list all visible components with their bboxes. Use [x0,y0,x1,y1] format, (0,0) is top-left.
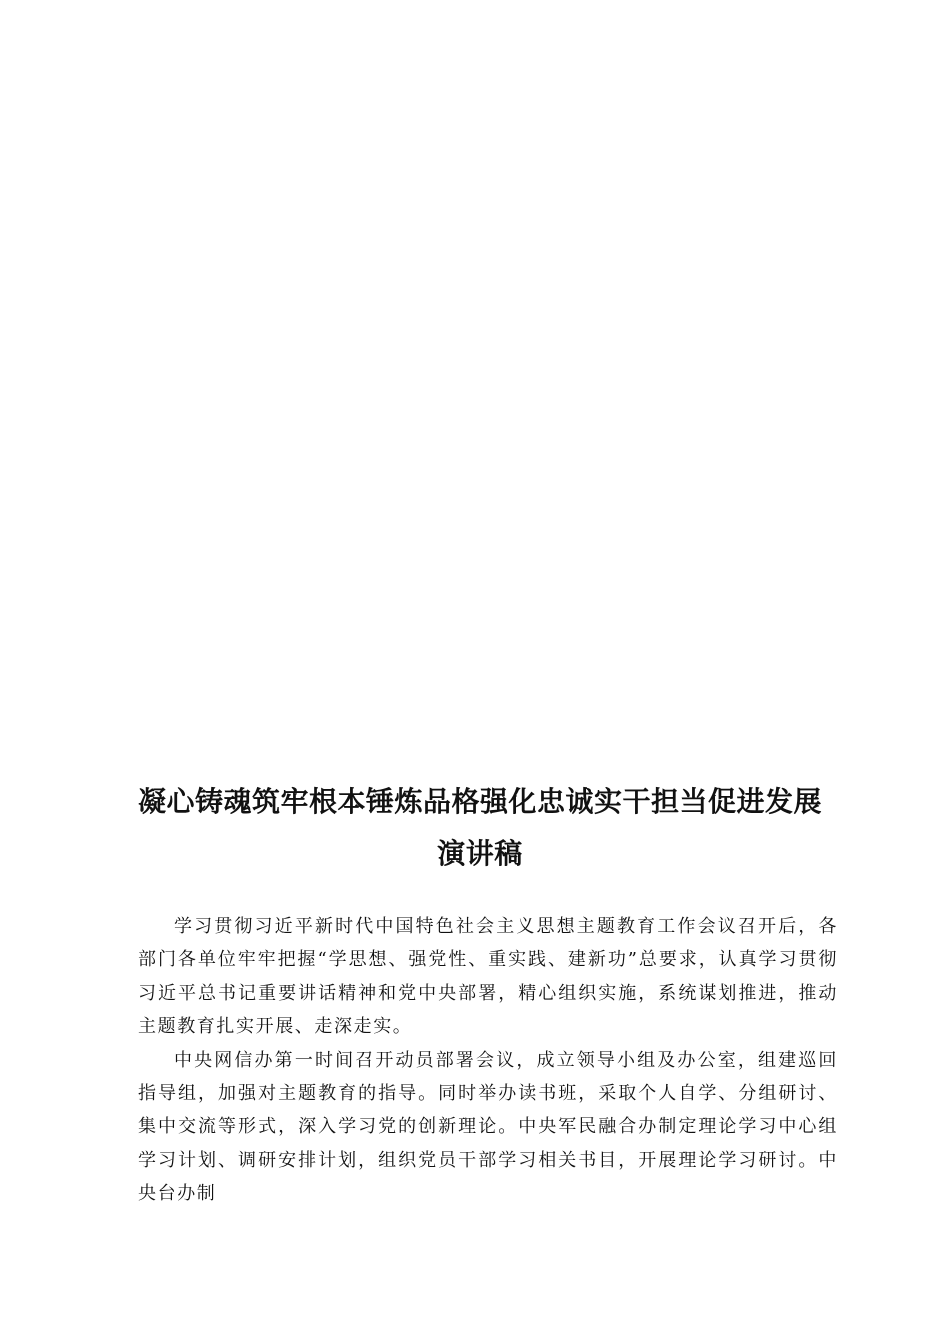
paragraph-1: 学习贯彻习近平新时代中国特色社会主义思想主题教育工作会议召开后，各部门各单位牢牢把握“学思想、强党性、重实践、建新功”总要求，认真学习贯彻习近平总书记重要讲话精神和党中央部署，精心组织实施，系统谋划推进，推动主题教育扎实开展、走深走实。 [138,916,838,1038]
title-line-1: 凝心铸魂筑牢根本锤炼品格强化忠诚实干担当促进发展 [137,785,822,818]
paragraph-2: 中央网信办第一时间召开动员部署会议，成立领导小组及办公室，组建巡回指导组，加强对主题教育的指导。同时举办读书班，采取个人自学、分组研讨、集中交流等形式，深入学习党的创新理论。中央军民融合办制定理论学习中心组学习计划、调研安排计划，组织党员干部学习相关书目，开展理论学习研讨。中央台办制 [138,1049,838,1205]
document-title [120,776,840,880]
title-line-2: 演讲稿 [437,837,523,870]
document-body [138,910,838,1211]
